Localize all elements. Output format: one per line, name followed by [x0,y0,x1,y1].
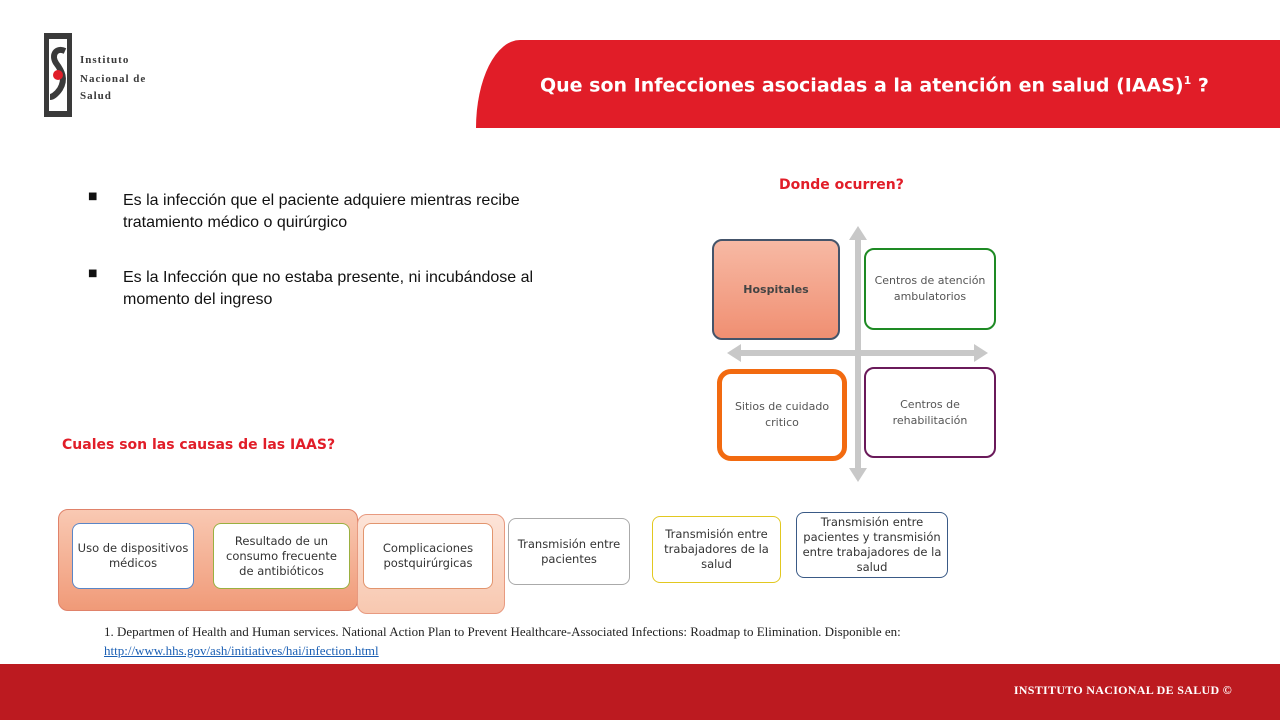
definition-bullet-1: Es la infección que el paciente adquiere mientras recibe tratamiento médico o quirúrgico [123,192,520,231]
footer-text: INSTITUTO NACIONAL DE SALUD © [1013,683,1232,697]
ins-logo-icon [44,33,72,117]
cause-worker-transmission: Transmisión entre trabajadores de la salud [652,516,781,583]
logo-text-line1: Instituto [80,54,130,66]
cause-patient-transmission: Transmisión entre pacientes [508,518,630,585]
cause-antibiotic-use: Resultado de un consumo frecuente de antibióticos [213,523,350,589]
title-footnote-mark: 1 [1183,74,1192,87]
cause-patient-and-worker-transmission: Transmisión entre pacientes y transmisión entre trabajadores de la salud [796,512,948,578]
reference-footnote [104,622,1064,660]
logo-text-line3: Salud [80,90,112,102]
page-title-text: Que son Infecciones asociadas a la atención en salud (IAAS) [540,74,1184,97]
cause-postsurgical-complications: Complicaciones postquirúrgicas [363,523,493,589]
bullet-icon: ■ [88,191,98,202]
logo-text-line2: Nacional de [80,73,147,85]
quadrant-critical-care: Sitios de cuidado critico [717,369,847,461]
quadrant-hospitals: Hospitales [712,239,840,340]
quadrant-rehabilitation-centers: Centros de rehabilitación [864,367,996,458]
where-heading: Donde ocurren? [779,177,904,193]
reference-link[interactable]: http://www.hhs.gov/ash/initiatives/hai/infection.html [104,643,379,658]
cause-medical-devices: Uso de dispositivos médicos [72,523,194,589]
page-title-suffix: ? [1191,74,1209,97]
page-title [540,74,1240,96]
reference-text: 1. Departmen of Health and Human services. National Action Plan to Prevent Healthcare-Associated Infections: Roadmap to Elimination. Disponible en: [104,624,901,639]
quadrant-ambulatory-centers: Centros de atención ambulatorios [864,248,996,330]
causes-heading: Cuales son las causas de las IAAS? [62,437,336,453]
definition-bullet-2: Es la Infección que no estaba presente, ni incubándose al momento del ingreso [123,269,534,308]
bullet-icon: ■ [88,268,98,279]
